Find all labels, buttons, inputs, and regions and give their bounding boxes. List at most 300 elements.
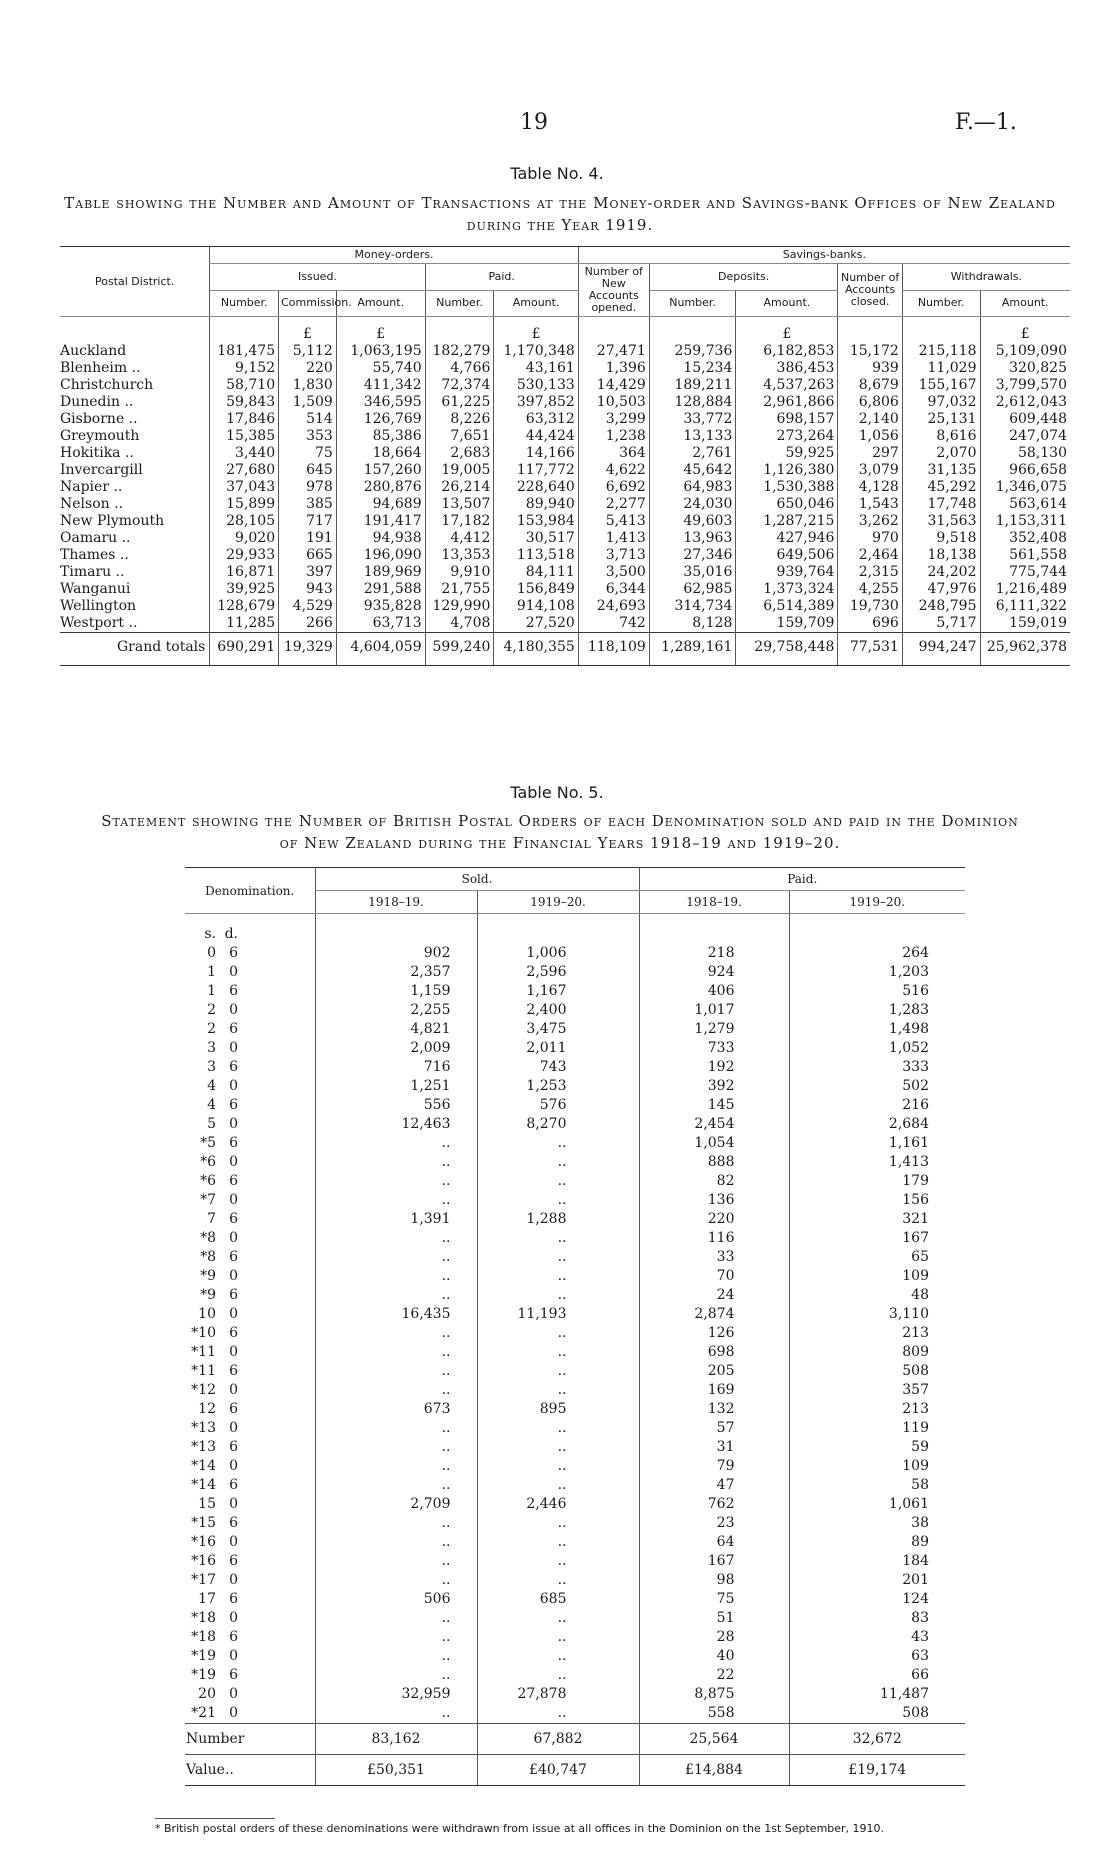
currency-symbol: £ [336, 317, 425, 344]
table-cell: 17,182 [425, 513, 494, 530]
table-cell: 1,061 [789, 1495, 965, 1514]
header-sold: Sold. [315, 868, 639, 891]
district-name: Blenheim .. [60, 360, 141, 376]
table-cell: 6,182,853 [736, 343, 838, 360]
table-row [185, 1020, 965, 1039]
table-cell: 8,875 [639, 1685, 789, 1704]
pence: 0 [229, 1268, 238, 1284]
table-cell: 31,563 [902, 513, 980, 530]
table-row [185, 1571, 965, 1590]
table-cell: 12,463 [315, 1115, 477, 1134]
table-cell: 508 [789, 1704, 965, 1724]
table-row [185, 1248, 965, 1267]
table-cell: 126 [639, 1324, 789, 1343]
table-cell: 1,283 [789, 1001, 965, 1020]
table-cell: 5,112 [279, 343, 337, 360]
pence: 0 [229, 1040, 238, 1056]
table-cell: 47,976 [902, 581, 980, 598]
table-row [185, 1039, 965, 1058]
table-cell: 9,152 [210, 360, 279, 377]
table-row [185, 1191, 965, 1210]
table-cell: 1,396 [578, 360, 649, 377]
header-amount: Amount. [736, 290, 838, 317]
table-cell: 13,133 [649, 428, 736, 445]
table-row [185, 1419, 965, 1438]
table-cell: 1,830 [279, 377, 337, 394]
table-cell: 2,357 [315, 963, 477, 982]
denomination [185, 1495, 315, 1514]
table-cell: 30,517 [494, 530, 578, 547]
shillings: 3 [207, 1040, 216, 1056]
header-issued: Issued. [210, 264, 425, 291]
table-cell: 576 [477, 1096, 639, 1115]
denomination [185, 1001, 315, 1020]
table-cell: 266 [279, 615, 337, 633]
pence: 6 [229, 1401, 238, 1417]
table4-title: Table No. 4. [510, 164, 604, 183]
table-cell: .. [477, 1666, 639, 1685]
table-cell: .. [477, 1153, 639, 1172]
table-cell: .. [315, 1267, 477, 1286]
total-cell: 4,180,355 [494, 633, 578, 666]
table-cell: 502 [789, 1077, 965, 1096]
table-cell: 966,658 [980, 462, 1070, 479]
table-cell: .. [315, 1381, 477, 1400]
table5 [185, 867, 965, 1786]
table-cell: 939 [838, 360, 902, 377]
denomination [185, 1571, 315, 1590]
table-cell: 126,769 [336, 411, 425, 428]
table-cell: .. [315, 1514, 477, 1533]
table-cell: 902 [315, 944, 477, 963]
shillings: *10 [191, 1325, 216, 1341]
table-cell: 4,255 [838, 581, 902, 598]
table-cell: 273,264 [736, 428, 838, 445]
table-cell: 117,772 [494, 462, 578, 479]
table-cell: 895 [477, 1400, 639, 1419]
table-cell: 427,946 [736, 530, 838, 547]
table-cell: 2,596 [477, 963, 639, 982]
total-cell: 599,240 [425, 633, 494, 666]
table-cell: 22 [639, 1666, 789, 1685]
total-cell: £14,884 [639, 1755, 789, 1786]
table-cell: 530,133 [494, 377, 578, 394]
shillings: 2 [207, 1021, 216, 1037]
district-name: Timaru .. [60, 564, 125, 580]
table-cell: 48 [789, 1286, 965, 1305]
total-cell: 77,531 [838, 633, 902, 666]
table-cell: 89 [789, 1533, 965, 1552]
table-cell: .. [315, 1552, 477, 1571]
pence: 6 [229, 1515, 238, 1531]
table-cell: 297 [838, 445, 902, 462]
table-cell: 248,795 [902, 598, 980, 615]
table-cell: .. [315, 1647, 477, 1666]
table-cell: 9,910 [425, 564, 494, 581]
table-cell: 37,043 [210, 479, 279, 496]
table-row [185, 1533, 965, 1552]
table-cell: .. [315, 1704, 477, 1724]
denomination [185, 1134, 315, 1153]
table-cell: 320,825 [980, 360, 1070, 377]
table-cell: 63,312 [494, 411, 578, 428]
table-cell: 94,938 [336, 530, 425, 547]
shillings: 5 [207, 1116, 216, 1132]
table-cell: .. [477, 1552, 639, 1571]
table-cell: .. [477, 1172, 639, 1191]
table-cell: .. [315, 1172, 477, 1191]
table-cell: 72,374 [425, 377, 494, 394]
table-cell: 58 [789, 1476, 965, 1495]
district-name: Auckland [60, 343, 127, 359]
table-cell: 364 [578, 445, 649, 462]
table-cell: 2,684 [789, 1115, 965, 1134]
table-cell: 8,128 [649, 615, 736, 633]
table-cell: 15,172 [838, 343, 902, 360]
header-amount: Amount. [980, 290, 1070, 317]
table-cell: 44,424 [494, 428, 578, 445]
shillings: *8 [200, 1249, 216, 1265]
table-cell: 2,454 [639, 1115, 789, 1134]
table-cell: 10,503 [578, 394, 649, 411]
table-cell: 506 [315, 1590, 477, 1609]
table-cell: 70 [639, 1267, 789, 1286]
table-cell: 1,391 [315, 1210, 477, 1229]
table-cell: 13,963 [649, 530, 736, 547]
table-cell: 888 [639, 1153, 789, 1172]
table-cell: 28 [639, 1628, 789, 1647]
table-row [185, 1495, 965, 1514]
denomination [185, 1343, 315, 1362]
total-cell: 67,882 [477, 1724, 639, 1755]
table-row [185, 1286, 965, 1305]
pence: 0 [229, 1705, 238, 1721]
table-cell: 1,203 [789, 963, 965, 982]
shillings: 12 [198, 1401, 216, 1417]
denomination [185, 1210, 315, 1229]
table-cell: 8,679 [838, 377, 902, 394]
shillings: 17 [198, 1591, 216, 1607]
shillings: 1 [207, 964, 216, 980]
table-cell: .. [315, 1609, 477, 1628]
table-cell: 649,506 [736, 547, 838, 564]
shillings: *16 [191, 1534, 216, 1550]
district-name: Hokitika .. [60, 445, 134, 461]
table5-title: Table No. 5. [510, 783, 604, 802]
table-cell: 32,959 [315, 1685, 477, 1704]
table-cell: 280,876 [336, 479, 425, 496]
pence: 0 [229, 1230, 238, 1246]
denomination [185, 1096, 315, 1115]
pence: 6 [229, 1173, 238, 1189]
pence: 0 [229, 1382, 238, 1398]
pence: 6 [229, 1097, 238, 1113]
pence: 6 [229, 983, 238, 999]
table-cell: 98 [639, 1571, 789, 1590]
shillings: 0 [207, 945, 216, 961]
table-cell: 2,709 [315, 1495, 477, 1514]
table-cell: 55,740 [336, 360, 425, 377]
table-cell: 1,063,195 [336, 343, 425, 360]
denomination [185, 1115, 315, 1134]
pence: 6 [229, 1211, 238, 1227]
district-name: Christchurch [60, 377, 154, 393]
table-cell: 38 [789, 1514, 965, 1533]
table-cell: 1,279 [639, 1020, 789, 1039]
currency-symbol: £ [494, 317, 578, 344]
table-row [185, 1400, 965, 1419]
table-cell: 3,440 [210, 445, 279, 462]
denomination [185, 1476, 315, 1495]
table-row [60, 394, 1070, 411]
table-row [60, 428, 1070, 445]
table-cell: 5,109,090 [980, 343, 1070, 360]
denomination [185, 1647, 315, 1666]
table-cell: .. [315, 1438, 477, 1457]
table-cell: 59,925 [736, 445, 838, 462]
value-total-row [185, 1755, 965, 1786]
table-cell: 558 [639, 1704, 789, 1724]
shillings: *12 [191, 1382, 216, 1398]
table-cell: 516 [789, 982, 965, 1001]
denomination [185, 1628, 315, 1647]
total-cell: 118,109 [578, 633, 649, 666]
table-row [185, 1153, 965, 1172]
table5-caption: Statement showing the Number of British Postal Orders of each Denomination sold and paid in the Dominion of New Zealand during the Financial Years 1918–19 and 1919–20. [101, 812, 1019, 852]
table-cell: 2,464 [838, 547, 902, 564]
table-cell: 11,029 [902, 360, 980, 377]
shillings: 4 [207, 1097, 216, 1113]
table-cell: 4,766 [425, 360, 494, 377]
table-cell: 970 [838, 530, 902, 547]
shillings: *11 [191, 1363, 216, 1379]
table-cell: 51 [639, 1609, 789, 1628]
table-cell: .. [477, 1647, 639, 1666]
currency-symbol: £ [980, 317, 1070, 344]
table-cell: 609,448 [980, 411, 1070, 428]
denomination [185, 1039, 315, 1058]
table-cell: 18,664 [336, 445, 425, 462]
table-cell: 220 [279, 360, 337, 377]
table-cell: 247,074 [980, 428, 1070, 445]
table-row [185, 1058, 965, 1077]
table-row [185, 1685, 965, 1704]
table-cell: 167 [639, 1552, 789, 1571]
table-cell: 1,056 [838, 428, 902, 445]
table-cell: 1,253 [477, 1077, 639, 1096]
table-cell: 392 [639, 1077, 789, 1096]
table-cell: 2,011 [477, 1039, 639, 1058]
header-accounts-closed: Number of Accounts closed. [838, 264, 902, 317]
pence: 0 [229, 1154, 238, 1170]
table-row [60, 598, 1070, 615]
pence: 0 [229, 1686, 238, 1702]
table-row [185, 1666, 965, 1685]
shillings: 1 [207, 983, 216, 999]
table-cell: .. [477, 1381, 639, 1400]
total-label: Number [185, 1724, 315, 1755]
table-cell: 89,940 [494, 496, 578, 513]
table-cell: 11,487 [789, 1685, 965, 1704]
table-row [185, 963, 965, 982]
table-cell: 321 [789, 1210, 965, 1229]
table-cell: 201 [789, 1571, 965, 1590]
pence: 6 [229, 1439, 238, 1455]
table-cell: .. [477, 1476, 639, 1495]
header-amount: Amount. [494, 290, 578, 317]
table-row [185, 1210, 965, 1229]
table-cell: 333 [789, 1058, 965, 1077]
table-cell: 352,408 [980, 530, 1070, 547]
table-cell: .. [477, 1362, 639, 1381]
shillings: 7 [207, 1211, 216, 1227]
shillings: 15 [198, 1496, 216, 1512]
pence: 6 [229, 1629, 238, 1645]
table-cell: 2,315 [838, 564, 902, 581]
table-cell: 59 [789, 1438, 965, 1457]
table-row [185, 1647, 965, 1666]
table-cell: 79 [639, 1457, 789, 1476]
table-cell: 82 [639, 1172, 789, 1191]
denomination [185, 1324, 315, 1343]
table-cell: 181,475 [210, 343, 279, 360]
district-name: Oamaru .. [60, 530, 131, 546]
pence: 6 [229, 1021, 238, 1037]
table-cell: 1,346,075 [980, 479, 1070, 496]
table-cell: 216 [789, 1096, 965, 1115]
pence: 6 [229, 1553, 238, 1569]
table-cell: 65 [789, 1248, 965, 1267]
table-cell: 62,985 [649, 581, 736, 598]
currency-units-row [60, 317, 1070, 344]
table-cell: 33 [639, 1248, 789, 1267]
header-postal-district: Postal District. [60, 247, 210, 317]
table-cell: 9,518 [902, 530, 980, 547]
table-cell: 3,475 [477, 1020, 639, 1039]
table-cell: 84,111 [494, 564, 578, 581]
header-withdrawals: Withdrawals. [902, 264, 1070, 291]
table-cell: 15,899 [210, 496, 279, 513]
pence: 6 [229, 1591, 238, 1607]
shillings: *19 [191, 1667, 216, 1683]
table-cell: 16,871 [210, 564, 279, 581]
table-cell: 45,292 [902, 479, 980, 496]
header-paid: Paid. [639, 868, 965, 891]
table-cell: 3,110 [789, 1305, 965, 1324]
table-row [185, 1343, 965, 1362]
table-cell: 563,614 [980, 496, 1070, 513]
district-name: New Plymouth [60, 513, 165, 529]
table-cell: 1,126,380 [736, 462, 838, 479]
table-cell: 2,446 [477, 1495, 639, 1514]
table-cell: 1,054 [639, 1134, 789, 1153]
district-name: Thames .. [60, 547, 129, 563]
table-cell: 213 [789, 1324, 965, 1343]
table-cell: 31 [639, 1438, 789, 1457]
table-cell: 58,710 [210, 377, 279, 394]
table-row [60, 496, 1070, 513]
table-cell: 205 [639, 1362, 789, 1381]
table-cell: .. [477, 1704, 639, 1724]
shillings: 2 [207, 1002, 216, 1018]
shillings-unit: s. [204, 926, 216, 942]
shillings: *6 [200, 1173, 216, 1189]
table-cell: 762 [639, 1495, 789, 1514]
table-cell: 24,202 [902, 564, 980, 581]
pence: 6 [229, 1325, 238, 1341]
table-row [185, 1590, 965, 1609]
table-cell: 128,884 [649, 394, 736, 411]
table-cell: 19,005 [425, 462, 494, 479]
table-cell: 1,251 [315, 1077, 477, 1096]
table-cell: 3,079 [838, 462, 902, 479]
footnote-rule [155, 1818, 275, 1819]
header-commission: Commission. [279, 290, 337, 317]
table-cell: .. [315, 1153, 477, 1172]
district-name: Napier .. [60, 479, 123, 495]
table-cell: 63 [789, 1647, 965, 1666]
table-cell: 2,009 [315, 1039, 477, 1058]
table-row [185, 1115, 965, 1134]
denomination [185, 1419, 315, 1438]
table-cell: 665 [279, 547, 337, 564]
table-cell: 1,530,388 [736, 479, 838, 496]
table-cell: 113,518 [494, 547, 578, 564]
table-cell: 159,709 [736, 615, 838, 633]
table-cell: .. [477, 1286, 639, 1305]
table-cell: 19,730 [838, 598, 902, 615]
table-cell: 561,558 [980, 547, 1070, 564]
table-cell: 4,708 [425, 615, 494, 633]
shillings: 20 [198, 1686, 216, 1702]
shillings: *18 [191, 1610, 216, 1626]
table-cell: 939,764 [736, 564, 838, 581]
table-cell: 15,385 [210, 428, 279, 445]
table-cell: 153,984 [494, 513, 578, 530]
header-deposits: Deposits. [649, 264, 838, 291]
table-cell: 191,417 [336, 513, 425, 530]
table-cell: 5,717 [902, 615, 980, 633]
shillings: *18 [191, 1629, 216, 1645]
shillings: *15 [191, 1515, 216, 1531]
table-cell: 2,761 [649, 445, 736, 462]
pence: 6 [229, 1059, 238, 1075]
table-cell: 1,052 [789, 1039, 965, 1058]
header-number: Number. [210, 290, 279, 317]
total-cell: 25,564 [639, 1724, 789, 1755]
table-cell: 698,157 [736, 411, 838, 428]
table-row [60, 377, 1070, 394]
table-cell: 156 [789, 1191, 965, 1210]
denomination [185, 1077, 315, 1096]
pence: 0 [229, 1002, 238, 1018]
table-cell: 3,799,570 [980, 377, 1070, 394]
table-cell: 64,983 [649, 479, 736, 496]
shillings: *19 [191, 1648, 216, 1664]
table-row [60, 615, 1070, 633]
table-row [185, 1096, 965, 1115]
table-cell: 924 [639, 963, 789, 982]
district-name: Gisborne .. [60, 411, 138, 427]
total-cell: 25,962,378 [980, 633, 1070, 666]
table-cell: 21,755 [425, 581, 494, 598]
table-cell: 196,090 [336, 547, 425, 564]
total-cell: 32,672 [789, 1724, 965, 1755]
table-cell: 743 [477, 1058, 639, 1077]
table-row [185, 1552, 965, 1571]
district-name: Wanganui [60, 581, 131, 597]
table-cell: 2,400 [477, 1001, 639, 1020]
